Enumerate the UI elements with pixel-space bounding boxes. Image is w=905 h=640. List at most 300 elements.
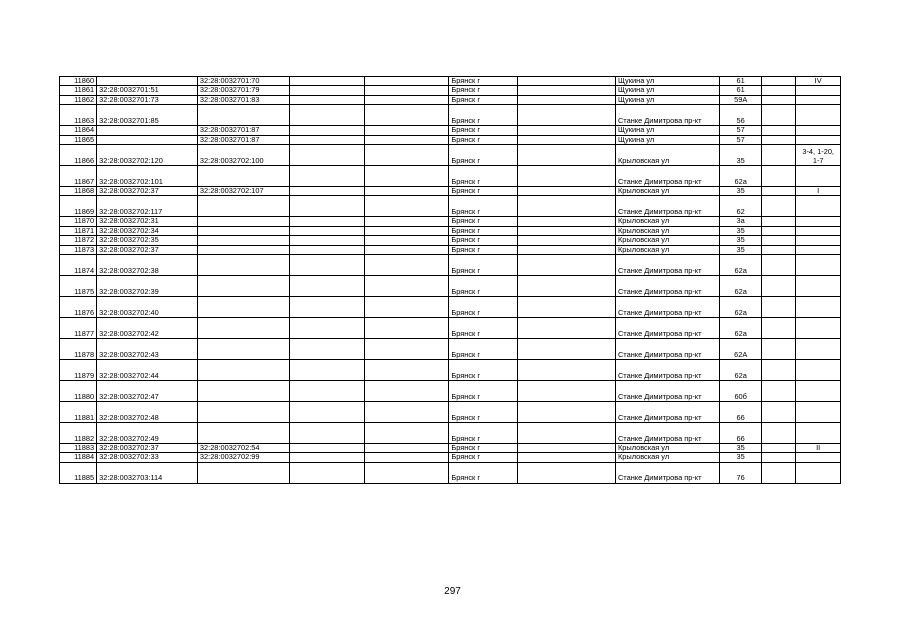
record-number-cell: 11880: [60, 381, 97, 402]
cadastral-number-cell: 32:28:0032701:85: [97, 105, 198, 126]
city-cell: Брянск г: [449, 105, 518, 126]
house-number-cell: 66: [719, 402, 761, 423]
note-cell: [796, 276, 841, 297]
note-cell: [796, 166, 841, 187]
empty-cell: [518, 297, 616, 318]
empty-cell: [290, 95, 364, 104]
cadastral-number-cell: 32:28:0032702:40: [97, 297, 198, 318]
house-number-cell: 35: [719, 145, 761, 166]
empty-cell: [364, 402, 449, 423]
empty-cell: [290, 187, 364, 196]
house-number-cell: 66: [719, 423, 761, 444]
building-cadastral-number-cell: [197, 217, 289, 226]
empty-cell: [518, 135, 616, 144]
record-number-cell: 11866: [60, 145, 97, 166]
building-cadastral-number-cell: 32:28:0032702:54: [197, 444, 289, 453]
city-cell: Брянск г: [449, 339, 518, 360]
empty-cell: [290, 255, 364, 276]
street-cell: Станке Димитрова пр-кт: [615, 318, 719, 339]
house-number-cell: 57: [719, 126, 761, 135]
city-cell: Брянск г: [449, 360, 518, 381]
city-cell: Брянск г: [449, 453, 518, 462]
empty-cell: [364, 453, 449, 462]
table-row: [60, 453, 841, 462]
table-row: [60, 276, 841, 297]
cadastral-number-cell: 32:28:0032702:37: [97, 245, 198, 254]
cadastral-number-cell: 32:28:0032701:73: [97, 95, 198, 104]
note-cell: [796, 318, 841, 339]
street-cell: Крыловская ул: [615, 245, 719, 254]
note-cell: [796, 86, 841, 95]
empty-cell: [290, 402, 364, 423]
building-cadastral-number-cell: [197, 255, 289, 276]
empty-cell: [762, 126, 796, 135]
building-cadastral-number-cell: 32:28:0032702:107: [197, 187, 289, 196]
cadastral-number-cell: 32:28:0032702:31: [97, 217, 198, 226]
street-cell: Крыловская ул: [615, 217, 719, 226]
empty-cell: [364, 217, 449, 226]
empty-cell: [762, 462, 796, 483]
building-cadastral-number-cell: [197, 339, 289, 360]
empty-cell: [518, 318, 616, 339]
empty-cell: [364, 187, 449, 196]
street-cell: Станке Димитрова пр-кт: [615, 276, 719, 297]
cadastral-number-cell: 32:28:0032702:39: [97, 276, 198, 297]
empty-cell: [364, 276, 449, 297]
empty-cell: [518, 381, 616, 402]
street-cell: Крыловская ул: [615, 145, 719, 166]
note-cell: [796, 453, 841, 462]
table-row: [60, 217, 841, 226]
street-cell: Станке Димитрова пр-кт: [615, 255, 719, 276]
empty-cell: [290, 381, 364, 402]
building-cadastral-number-cell: [197, 245, 289, 254]
house-number-cell: 62а: [719, 360, 761, 381]
empty-cell: [762, 77, 796, 86]
house-number-cell: 62а: [719, 276, 761, 297]
building-cadastral-number-cell: 32:28:0032702:100: [197, 145, 289, 166]
city-cell: Брянск г: [449, 318, 518, 339]
record-number-cell: 11881: [60, 402, 97, 423]
cadastral-number-cell: 32:28:0032702:33: [97, 453, 198, 462]
empty-cell: [762, 196, 796, 217]
city-cell: Брянск г: [449, 196, 518, 217]
empty-cell: [364, 196, 449, 217]
table-row: [60, 297, 841, 318]
house-number-cell: 62а: [719, 166, 761, 187]
empty-cell: [290, 226, 364, 235]
empty-cell: [290, 77, 364, 86]
empty-cell: [762, 423, 796, 444]
record-number-cell: 11863: [60, 105, 97, 126]
street-cell: Станке Димитрова пр-кт: [615, 423, 719, 444]
city-cell: Брянск г: [449, 255, 518, 276]
empty-cell: [290, 462, 364, 483]
empty-cell: [364, 462, 449, 483]
cadastral-number-cell: 32:28:0032702:44: [97, 360, 198, 381]
city-cell: Брянск г: [449, 245, 518, 254]
empty-cell: [518, 77, 616, 86]
table-row: [60, 145, 841, 166]
house-number-cell: 57: [719, 135, 761, 144]
registry-body: [60, 77, 841, 484]
empty-cell: [364, 166, 449, 187]
empty-cell: [518, 95, 616, 104]
table-row: [60, 187, 841, 196]
cadastral-number-cell: 32:28:0032702:34: [97, 226, 198, 235]
empty-cell: [290, 126, 364, 135]
house-number-cell: 3а: [719, 217, 761, 226]
empty-cell: [762, 245, 796, 254]
street-cell: Крыловская ул: [615, 444, 719, 453]
empty-cell: [518, 360, 616, 381]
building-cadastral-number-cell: [197, 423, 289, 444]
city-cell: Брянск г: [449, 135, 518, 144]
house-number-cell: 35: [719, 444, 761, 453]
city-cell: Брянск г: [449, 95, 518, 104]
table-row: [60, 95, 841, 104]
record-number-cell: 11875: [60, 276, 97, 297]
building-cadastral-number-cell: [197, 166, 289, 187]
table-row: [60, 423, 841, 444]
city-cell: Брянск г: [449, 402, 518, 423]
empty-cell: [762, 86, 796, 95]
note-cell: I: [796, 187, 841, 196]
record-number-cell: 11862: [60, 95, 97, 104]
cadastral-number-cell: 32:28:0032702:48: [97, 402, 198, 423]
street-cell: Крыловская ул: [615, 453, 719, 462]
empty-cell: [518, 145, 616, 166]
table-row: [60, 105, 841, 126]
empty-cell: [762, 276, 796, 297]
building-cadastral-number-cell: [197, 318, 289, 339]
empty-cell: [290, 245, 364, 254]
empty-cell: [518, 462, 616, 483]
registry-table: [59, 76, 841, 484]
empty-cell: [518, 453, 616, 462]
street-cell: Станке Димитрова пр-кт: [615, 402, 719, 423]
house-number-cell: 62а: [719, 255, 761, 276]
note-cell: [796, 402, 841, 423]
record-number-cell: 11871: [60, 226, 97, 235]
street-cell: Станке Димитрова пр-кт: [615, 196, 719, 217]
house-number-cell: 61: [719, 86, 761, 95]
cadastral-number-cell: 32:28:0032702:47: [97, 381, 198, 402]
building-cadastral-number-cell: 32:28:0032701:87: [197, 135, 289, 144]
empty-cell: [762, 236, 796, 245]
note-cell: [796, 236, 841, 245]
building-cadastral-number-cell: [197, 381, 289, 402]
note-cell: [796, 339, 841, 360]
record-number-cell: 11883: [60, 444, 97, 453]
note-cell: [796, 297, 841, 318]
record-number-cell: 11870: [60, 217, 97, 226]
empty-cell: [364, 145, 449, 166]
empty-cell: [762, 381, 796, 402]
note-cell: [796, 360, 841, 381]
record-number-cell: 11882: [60, 423, 97, 444]
city-cell: Брянск г: [449, 145, 518, 166]
building-cadastral-number-cell: [197, 196, 289, 217]
note-cell: IV: [796, 77, 841, 86]
note-cell: 3-4, 1-20, 1-7: [796, 145, 841, 166]
empty-cell: [762, 187, 796, 196]
record-number-cell: 11884: [60, 453, 97, 462]
street-cell: Крыловская ул: [615, 236, 719, 245]
empty-cell: [290, 318, 364, 339]
empty-cell: [762, 217, 796, 226]
empty-cell: [762, 453, 796, 462]
table-row: [60, 255, 841, 276]
cadastral-number-cell: 32:28:0032702:43: [97, 339, 198, 360]
city-cell: Брянск г: [449, 462, 518, 483]
empty-cell: [364, 381, 449, 402]
city-cell: Брянск г: [449, 236, 518, 245]
table-row: [60, 166, 841, 187]
record-number-cell: 11873: [60, 245, 97, 254]
empty-cell: [364, 444, 449, 453]
note-cell: [796, 196, 841, 217]
record-number-cell: 11874: [60, 255, 97, 276]
street-cell: Станке Димитрова пр-кт: [615, 360, 719, 381]
building-cadastral-number-cell: 32:28:0032701:87: [197, 126, 289, 135]
empty-cell: [290, 135, 364, 144]
empty-cell: [364, 77, 449, 86]
building-cadastral-number-cell: [197, 360, 289, 381]
house-number-cell: 62А: [719, 339, 761, 360]
building-cadastral-number-cell: [197, 297, 289, 318]
table-row: [60, 226, 841, 235]
cadastral-number-cell: 32:28:0032702:42: [97, 318, 198, 339]
empty-cell: [518, 236, 616, 245]
street-cell: Щукина ул: [615, 135, 719, 144]
city-cell: Брянск г: [449, 297, 518, 318]
empty-cell: [290, 444, 364, 453]
house-number-cell: 35: [719, 236, 761, 245]
note-cell: [796, 226, 841, 235]
empty-cell: [518, 402, 616, 423]
street-cell: Щукина ул: [615, 77, 719, 86]
note-cell: [796, 95, 841, 104]
empty-cell: [518, 86, 616, 95]
cadastral-number-cell: 32:28:0032702:37: [97, 187, 198, 196]
street-cell: Станке Димитрова пр-кт: [615, 381, 719, 402]
building-cadastral-number-cell: 32:28:0032702:99: [197, 453, 289, 462]
empty-cell: [762, 402, 796, 423]
record-number-cell: 11867: [60, 166, 97, 187]
empty-cell: [290, 297, 364, 318]
empty-cell: [364, 226, 449, 235]
note-cell: [796, 462, 841, 483]
city-cell: Брянск г: [449, 166, 518, 187]
empty-cell: [518, 187, 616, 196]
empty-cell: [518, 105, 616, 126]
city-cell: Брянск г: [449, 217, 518, 226]
table-row: [60, 126, 841, 135]
empty-cell: [290, 196, 364, 217]
empty-cell: [364, 297, 449, 318]
street-cell: Крыловская ул: [615, 226, 719, 235]
table-row: [60, 135, 841, 144]
empty-cell: [290, 423, 364, 444]
record-number-cell: 11877: [60, 318, 97, 339]
table-row: [60, 402, 841, 423]
empty-cell: [762, 318, 796, 339]
record-number-cell: 11885: [60, 462, 97, 483]
note-cell: [796, 126, 841, 135]
empty-cell: [290, 339, 364, 360]
street-cell: Щукина ул: [615, 95, 719, 104]
house-number-cell: 56: [719, 105, 761, 126]
cadastral-number-cell: 32:28:0032702:37: [97, 444, 198, 453]
table-row: [60, 196, 841, 217]
empty-cell: [364, 105, 449, 126]
street-cell: Станке Димитрова пр-кт: [615, 105, 719, 126]
record-number-cell: 11860: [60, 77, 97, 86]
empty-cell: [290, 145, 364, 166]
empty-cell: [290, 217, 364, 226]
record-number-cell: 11868: [60, 187, 97, 196]
city-cell: Брянск г: [449, 381, 518, 402]
empty-cell: [290, 360, 364, 381]
street-cell: Станке Димитрова пр-кт: [615, 462, 719, 483]
building-cadastral-number-cell: 32:28:0032701:70: [197, 77, 289, 86]
table-row: [60, 86, 841, 95]
city-cell: Брянск г: [449, 126, 518, 135]
table-row: [60, 77, 841, 86]
empty-cell: [762, 145, 796, 166]
empty-cell: [518, 255, 616, 276]
table-row: [60, 462, 841, 483]
cadastral-number-cell: 32:28:0032701:51: [97, 86, 198, 95]
empty-cell: [762, 95, 796, 104]
empty-cell: [762, 166, 796, 187]
street-cell: Станке Димитрова пр-кт: [615, 297, 719, 318]
house-number-cell: 35: [719, 226, 761, 235]
table-row: [60, 444, 841, 453]
empty-cell: [762, 444, 796, 453]
empty-cell: [364, 318, 449, 339]
city-cell: Брянск г: [449, 444, 518, 453]
table-row: [60, 236, 841, 245]
building-cadastral-number-cell: [197, 402, 289, 423]
note-cell: [796, 105, 841, 126]
table-row: [60, 381, 841, 402]
building-cadastral-number-cell: [197, 226, 289, 235]
empty-cell: [290, 236, 364, 245]
empty-cell: [518, 196, 616, 217]
cadastral-number-cell: 32:28:0032702:49: [97, 423, 198, 444]
record-number-cell: 11864: [60, 126, 97, 135]
record-number-cell: 11876: [60, 297, 97, 318]
table-row: [60, 318, 841, 339]
empty-cell: [762, 226, 796, 235]
record-number-cell: 11879: [60, 360, 97, 381]
note-cell: [796, 255, 841, 276]
house-number-cell: 35: [719, 245, 761, 254]
empty-cell: [364, 236, 449, 245]
empty-cell: [518, 339, 616, 360]
empty-cell: [290, 105, 364, 126]
building-cadastral-number-cell: 32:28:0032701:79: [197, 86, 289, 95]
house-number-cell: 59А: [719, 95, 761, 104]
table-row: [60, 339, 841, 360]
empty-cell: [518, 166, 616, 187]
building-cadastral-number-cell: [197, 462, 289, 483]
empty-cell: [518, 423, 616, 444]
cadastral-number-cell: 32:28:0032702:101: [97, 166, 198, 187]
city-cell: Брянск г: [449, 276, 518, 297]
city-cell: Брянск г: [449, 226, 518, 235]
record-number-cell: 11865: [60, 135, 97, 144]
street-cell: Крыловская ул: [615, 187, 719, 196]
cadastral-number-cell: 32:28:0032702:35: [97, 236, 198, 245]
empty-cell: [762, 339, 796, 360]
city-cell: Брянск г: [449, 77, 518, 86]
building-cadastral-number-cell: [197, 105, 289, 126]
empty-cell: [762, 255, 796, 276]
house-number-cell: 76: [719, 462, 761, 483]
empty-cell: [290, 166, 364, 187]
city-cell: Брянск г: [449, 187, 518, 196]
empty-cell: [762, 135, 796, 144]
cadastral-number-cell: 32:28:0032703:114: [97, 462, 198, 483]
empty-cell: [762, 105, 796, 126]
empty-cell: [290, 276, 364, 297]
cadastral-number-cell: 32:28:0032702:38: [97, 255, 198, 276]
record-number-cell: 11872: [60, 236, 97, 245]
street-cell: Станке Димитрова пр-кт: [615, 166, 719, 187]
city-cell: Брянск г: [449, 423, 518, 444]
house-number-cell: 35: [719, 187, 761, 196]
empty-cell: [290, 86, 364, 95]
empty-cell: [518, 276, 616, 297]
empty-cell: [364, 423, 449, 444]
empty-cell: [364, 126, 449, 135]
house-number-cell: 62а: [719, 297, 761, 318]
house-number-cell: 62: [719, 196, 761, 217]
table-row: [60, 360, 841, 381]
page-number: 297: [444, 586, 461, 597]
building-cadastral-number-cell: 32:28:0032701:83: [197, 95, 289, 104]
empty-cell: [762, 297, 796, 318]
empty-cell: [364, 135, 449, 144]
note-cell: II: [796, 444, 841, 453]
empty-cell: [364, 86, 449, 95]
note-cell: [796, 245, 841, 254]
empty-cell: [364, 255, 449, 276]
street-cell: Щукина ул: [615, 86, 719, 95]
street-cell: Станке Димитрова пр-кт: [615, 339, 719, 360]
record-number-cell: 11878: [60, 339, 97, 360]
empty-cell: [518, 444, 616, 453]
building-cadastral-number-cell: [197, 276, 289, 297]
table-row: [60, 245, 841, 254]
empty-cell: [518, 226, 616, 235]
cadastral-number-cell: [97, 135, 198, 144]
empty-cell: [290, 453, 364, 462]
empty-cell: [364, 95, 449, 104]
empty-cell: [518, 126, 616, 135]
cadastral-number-cell: 32:28:0032702:120: [97, 145, 198, 166]
note-cell: [796, 381, 841, 402]
cadastral-number-cell: 32:28:0032702:117: [97, 196, 198, 217]
record-number-cell: 11869: [60, 196, 97, 217]
record-number-cell: 11861: [60, 86, 97, 95]
house-number-cell: 60б: [719, 381, 761, 402]
empty-cell: [518, 245, 616, 254]
house-number-cell: 61: [719, 77, 761, 86]
